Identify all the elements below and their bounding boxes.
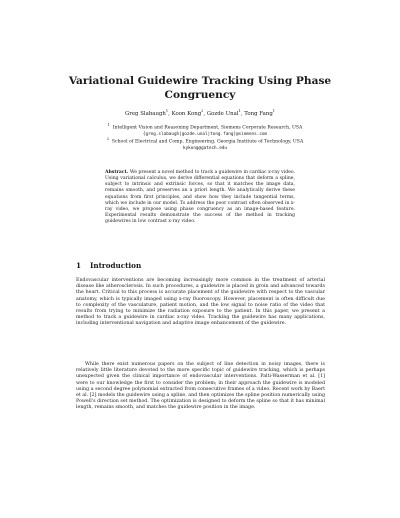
affiliation-1 xyxy=(80,125,330,138)
affiliation-mark: 1 xyxy=(107,123,110,127)
section-number: 1 xyxy=(76,261,82,270)
affiliation-2 xyxy=(80,139,330,152)
author-name: Greg Slabaugh xyxy=(124,111,166,117)
author-name: Tong Fang xyxy=(244,111,273,117)
author-affil-mark: 1 xyxy=(165,109,169,114)
abstract-text: We present a novel method to track a guidewire in cardiac x-ray video. Using variational calculus, we derive differential equations that deform a spline, subject to intrinsic and extrinsic forces, so that it matches the image data, remains smooth, and preserves an a priori length. We analytically derive these equations from first principles, and show how they include tangential terms, which we include in our model. To address the poor contrast often observed in x-ray video, we propose using phase congruency as an image-based feature. Experimental results demonstrate the success of the method in tracking guidewires in low contrast x-ray video. xyxy=(105,170,295,225)
section-title: Introduction xyxy=(90,261,142,270)
abstract-label: Abstract. xyxy=(105,170,129,175)
affiliation-text: Intelligent Vision and Reasoning Department, Siemens Corporate Research, USA xyxy=(112,125,303,131)
title-line-1: Variational Guidewire Tracking Using Phase xyxy=(68,75,332,87)
author-name: Koon Kong xyxy=(171,111,202,117)
affiliation-mark: 2 xyxy=(106,137,109,141)
affiliation-email: kykong@gatech.edu xyxy=(183,145,227,151)
author-affil-mark: 1 xyxy=(272,109,276,114)
affiliation-text: School of Electrical and Comp. Engineering, Georgia Institute of Technology, USA xyxy=(111,139,304,145)
body-paragraph-1: Endovascular interventions are becoming increasingly more common in the treatment of arterial disease like atherosclerosis. In such procedures, a guidewire is placed in groin and advanced towards the heart. Critical to this process is accurate placement of the guidewire with respect to the vascular anatomy, which is typically imaged using x-ray fluoroscopy. However, placement is often difficult due to complexity of the vasculature, patient motion, and the low signal to noise ratio of the video that results from trying to minimize the radiation exposure to the patient. In this paper, we present a method to track a guidewire in cardiac x-ray video. Tracking the guidewire has many applications, including interventional navigation and adaptive image enhancement of the guidewire. xyxy=(76,278,325,327)
abstract xyxy=(105,170,295,225)
author-list: Greg Slabaugh$^1$, Koon Kong$^2$, Gozde Unal$^1$, Tong Fang$^1$ xyxy=(124,109,276,117)
body-paragraph-2: While there exist numerous papers on the subject of line detection in noisy images, there is relatively little literature devoted to the more specific topic of guidewire tracking, which is perhaps unexpected given the clinical importance of endovascular interventions. Palti-Wasserman et al. [1] were to our knowledge the first to consider the problem; in their approach the guidewire is modeled using a second degree polynomial extracted from consecutive frames of a video. Recent work by Baert et al. [2] models the guidewire using a spline, and then optimizes the spline position numerically using Powell's direction set method. The optimization is designed to deform the spline so that it has minimal length, remains smooth, and matches the guidewire position in the image. xyxy=(76,362,325,411)
author-affil-mark: 2 xyxy=(201,109,204,114)
affiliation-email: {greg.slabaugh|gozde.unal|tong.fang}@siemens.com xyxy=(142,131,268,137)
author-name: Gozde Unal xyxy=(206,111,239,117)
author-affil-mark: 1 xyxy=(238,109,241,114)
paper-title xyxy=(60,74,340,102)
section-heading xyxy=(76,261,141,270)
title-line-2: Congruency xyxy=(164,89,236,101)
